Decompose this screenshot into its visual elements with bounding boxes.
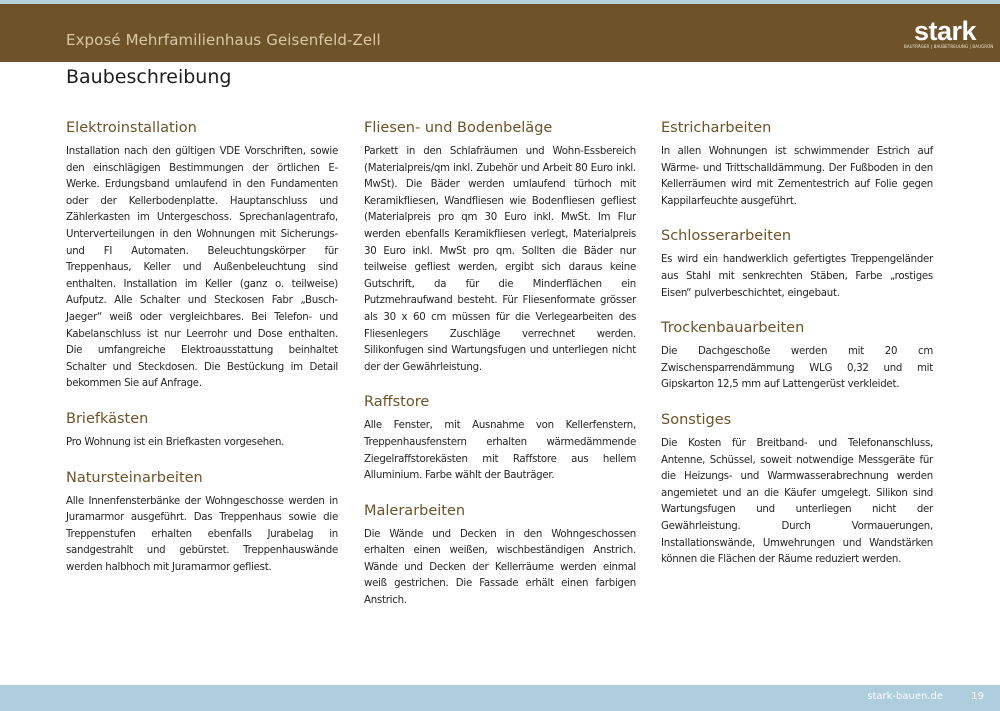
header-bar [0,0,1000,62]
section-heading: Trockenbauarbeiten [661,320,805,337]
column-left [66,118,338,592]
page-title: Baubeschreibung [66,66,232,88]
section-natursteinarbeiten [66,468,338,577]
section-body: Die Wände und Decken in den Wohngeschossen erhalten einen weißen, wischbeständigen Anstrich. Wände und Decken der Kellerräume werden einmal weiß gestrichen. Die Fassade erhält einen farbigen Anstrich. [364,528,636,607]
section-heading: Briefkästen [66,410,149,427]
section-heading: Raffstore [364,394,430,411]
section-body: Parkett in den Schlafräumen und Wohn-Essbereich (Materialpreis/qm inkl. Zubehör und Arbeit 80 Euro inkl. MwSt). Die Bäder werden umlaufend türhoch mit Keramikfliesen, Wandfliesen wie Bodenfliesen gefliest (Materialpreis pro qm 30 Euro inkl. MwSt. Im Flur werden ebenfalls Keramikfliesen verlegt, Materialpreis 30 Euro inkl. MwSt pro qm. Sollten die Bäder nur teilweise gefliest werden, ergibt sich daraus keine Gutschrift, da für die Minderflächen ein Putzmehraufwand besteht. Für Fliesenformate grösser als 30 x 60 cm müssen für die Verlegearbeiten des Fliesenlegers Zuschläge verrechnet werden. Silikonfugen sind Wartungsfugen und unterliegen nicht der der Gewährleistung. [364,146,636,373]
section-fliesen-bodenbelaege [364,118,636,376]
section-trockenbauarbeiten [661,318,933,394]
section-heading: Sonstiges [661,411,732,428]
section-heading: Estricharbeiten [661,120,772,136]
page-number: 19 [971,691,984,702]
section-body: Die Dachgeschoße werden mit 20 cm Zwischensparrendämmung WLG 0,32 und mit Gipskarton 12,5 mm auf Lattengerüst verkleidet. [661,346,933,391]
section-heading: Natursteinarbeiten [66,469,203,486]
section-heading: Elektroinstallation [66,120,197,136]
document-title: Exposé Mehrfamilienhaus Geisenfeld-Zell [66,31,381,49]
section-body: Alle Fenster, mit Ausnahme von Kellerfenstern, Treppenhausfenstern erhalten wärmedämmende Ziegelraffstorekästen mit Raffstore aus hellem Alluminium. Farbe wählt der Bauträger. [364,420,636,482]
column-middle [364,118,636,626]
section-heading: Schlosserarbeiten [661,228,792,245]
section-briefkaesten [66,409,338,452]
section-body: In allen Wohnungen ist schwimmender Estrich auf Wärme- und Trittschalldämmung. Der Fußboden in den Kellerräumen wird mit Zementestrich auf Folie gegen Kappilarfeuchte ausgeführt. [661,146,933,207]
logo-wordmark: stark [913,16,977,46]
section-raffstore [364,392,636,484]
stark-logo[interactable] [904,16,994,50]
section-body: Alle Innenfensterbänke der Wohngeschosse werden in Juramarmor ausgeführt. Das Treppenhaus sowie die Treppenstufen erhalten ebenfalls Jurabelag in sandgestrahlt und gebürstet. Treppenhauswände werden halbhoch mit Juramarmor gefliest. [66,495,338,573]
section-body: Es wird ein handwerklich gefertigtes Treppengeländer aus Stahl mit senkrechten Stäben, Farbe „rostiges Eisen“ pulverbeschichtet, eingebaut. [661,254,933,299]
logo-tagline: BAUTRÄGER | BAUBETREUUNG | BAUGRÜN [904,44,994,49]
section-body: Installation nach den gültigen VDE Vorschriften, sowie den einschlägigen Bestimmungen der örtlichen E-Werke. Erdungsband umlaufend in den Fundamenten oder der Kellerbodenplatte. Hauptanschluss und Zählerkasten im Untergeschoss. Sprechanlagentrafo, Unterverteilungen in den Wohnungen mit Sicherungs- und FI Automaten. Beleuchtungskörper für Treppenhaus, Keller und Außenbeleuchtung sind enthalten. Installation im Keller (ganz o. teilweise) Aufputz. Alle Schalter und Steckosen Fabr „Busch-Jaeger“ weiß oder vergleichbares. Bei Telefon- und Kabelanschluss ist nur Leerrohr und Dose enthalten. Die umfangreiche Elektroausstattung beinhaltet Schalter und Steckdosen. Die Bestückung im Detail bekommen Sie auf Anfrage. [66,146,338,390]
section-heading: Malerarbeiten [364,502,466,519]
footer-bar [0,685,1000,711]
section-body: Pro Wohnung ist ein Briefkasten vorgesehen. [66,436,285,448]
section-malerarbeiten [364,501,636,610]
footer-website-link[interactable]: stark-bauen.de [867,691,943,702]
section-estricharbeiten [661,118,933,210]
section-sonstiges [661,410,933,569]
section-heading: Fliesen- und Bodenbeläge [364,120,553,136]
section-body: Die Kosten für Breitband- und Telefonanschluss, Antenne, Schüssel, soweit notwendige Messgeräte für die Heizungs- und Warmwasserabrechnung werden angemietet und an die Käufer umgelegt. Silikon sind Wartungsfugen und unterliegen nicht der Gewährleistung. Durch Vormauerungen, Installationswände, Umwehrungen und Wandstärken können die Flächen der Räume reduziert werden. [661,437,933,566]
column-right [661,118,933,585]
section-elektroinstallation [66,118,338,393]
section-schlosserarbeiten [661,226,933,302]
